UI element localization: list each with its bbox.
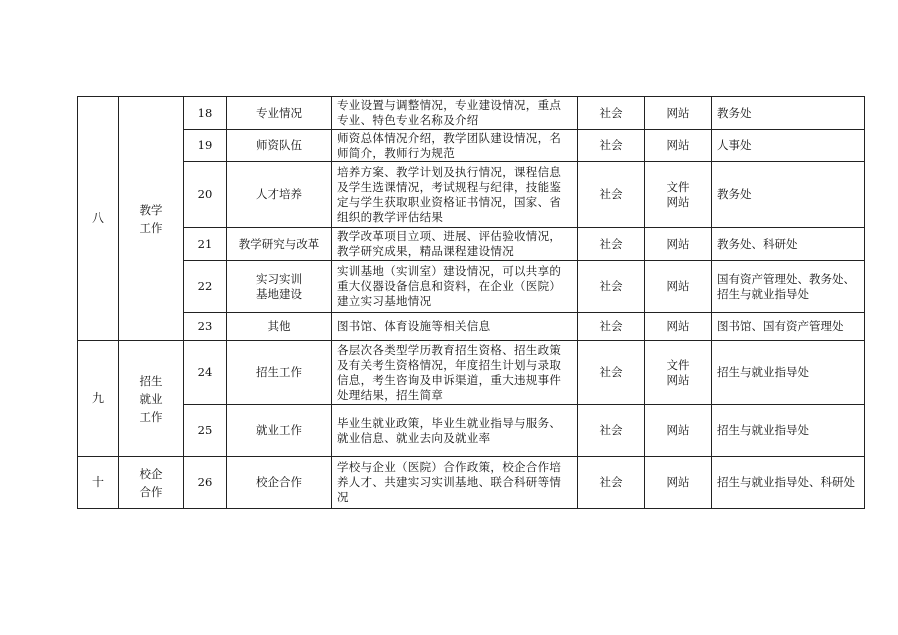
work-area [119,97,184,341]
item-number: 20 [184,162,227,228]
item-name: 校企合作 [227,457,332,509]
disclosure-scope: 社会 [578,341,645,405]
item-content: 师资总体情况介绍，教学团队建设情况，名师简介，教师行为规范 [332,130,578,162]
responsible-dept: 教务处 [712,162,865,228]
disclosure-scope: 社会 [578,97,645,130]
item-content: 各层次各类型学历教育招生资格、招生政策及有关考生资格情况，年度招生计划与录取信息，考生咨询及申诉渠道，重大违规事件处理结果，招生简章 [332,341,578,405]
work-area [119,341,184,457]
disclosure-channel: 网站 [645,130,712,162]
disclosure-channel: 网站 [645,97,712,130]
item-name: 师资队伍 [227,130,332,162]
item-name: 专业情况 [227,97,332,130]
table-row [78,130,865,162]
work-area-label: 招生 就业 工作 [139,373,163,424]
work-area [119,457,184,509]
disclosure-channel: 网站 [645,261,712,313]
item-content: 教学改革项目立项、进展、评估验收情况，教学研究成果，精品课程建设情况 [332,228,578,261]
work-area-label: 校企 合作 [139,466,163,499]
responsible-dept: 招生与就业指导处、科研处 [712,457,865,509]
responsible-dept: 招生与就业指导处 [712,341,865,405]
disclosure-channel: 文件 网站 [645,341,712,405]
disclosure-scope: 社会 [578,457,645,509]
item-number: 18 [184,97,227,130]
disclosure-channel: 网站 [645,405,712,457]
category-number: 九 [78,341,119,457]
responsible-dept: 人事处 [712,130,865,162]
responsible-dept: 教务处、科研处 [712,228,865,261]
disclosure-scope: 社会 [578,313,645,341]
item-content: 培养方案、教学计划及执行情况，课程信息及学生选课情况，考试规程与纪律，技能鉴定与学生获取职业资格证书情况，国家、省组织的教学评估结果 [332,162,578,228]
item-name: 其他 [227,313,332,341]
item-content: 实训基地（实训室）建设情况，可以共享的重大仪器设备信息和资料，在企业（医院）建立实习基地情况 [332,261,578,313]
table-row [78,162,865,228]
item-number: 19 [184,130,227,162]
responsible-dept: 招生与就业指导处 [712,405,865,457]
disclosure-scope: 社会 [578,228,645,261]
table-row [78,457,865,509]
disclosure-scope: 社会 [578,130,645,162]
disclosure-scope: 社会 [578,261,645,313]
disclosure-channel: 网站 [645,228,712,261]
disclosure-scope: 社会 [578,405,645,457]
item-number: 24 [184,341,227,405]
work-area-label: 教学 工作 [139,202,163,235]
item-number: 23 [184,313,227,341]
item-number: 25 [184,405,227,457]
responsible-dept: 图书馆、国有资产管理处 [712,313,865,341]
item-name: 人才培养 [227,162,332,228]
item-number: 22 [184,261,227,313]
category-number: 十 [78,457,119,509]
item-content: 专业设置与调整情况，专业建设情况，重点专业、特色专业名称及介绍 [332,97,578,130]
category-number: 八 [78,97,119,341]
disclosure-table [77,96,865,509]
item-name: 实习实训 基地建设 [227,261,332,313]
table-body [78,97,865,509]
item-number: 21 [184,228,227,261]
item-name: 教学研究与改革 [227,228,332,261]
table-row [78,405,865,457]
item-content: 毕业生就业政策，毕业生就业指导与服务、就业信息、就业去向及就业率 [332,405,578,457]
item-name: 就业工作 [227,405,332,457]
table-row [78,228,865,261]
disclosure-channel: 网站 [645,313,712,341]
item-number: 26 [184,457,227,509]
disclosure-scope: 社会 [578,162,645,228]
table-row [78,261,865,313]
table-row [78,97,865,130]
responsible-dept: 国有资产管理处、教务处、招生与就业指导处 [712,261,865,313]
table-row [78,313,865,341]
item-content: 学校与企业（医院）合作政策，校企合作培养人才、共建实习实训基地、联合科研等情况 [332,457,578,509]
disclosure-channel: 网站 [645,457,712,509]
table-row [78,341,865,405]
disclosure-channel: 文件 网站 [645,162,712,228]
responsible-dept: 教务处 [712,97,865,130]
item-content: 图书馆、体育设施等相关信息 [332,313,578,341]
item-name: 招生工作 [227,341,332,405]
